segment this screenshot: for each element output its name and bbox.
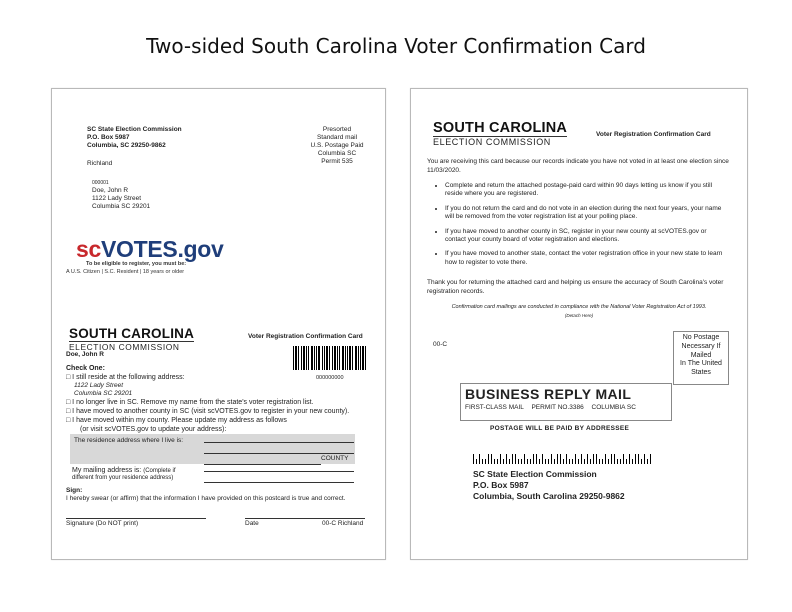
residence-line-2[interactable]	[204, 446, 354, 454]
card-code: 00-C Richland	[322, 520, 364, 527]
instruction-item: • If you do not return the card and do not vote in an election during the next four years, your name will be removed from the voter registration list at your polling place.	[445, 205, 727, 222]
postage-box-line: No Postage	[682, 334, 720, 341]
instruction-item: • If you have moved to another state, contact the voter registration office in your new state to learn how to register to vote there.	[445, 250, 727, 267]
postage-line: Columbia SC	[317, 150, 357, 157]
intro-text: You are receiving this card because our records indicate you have not voted in at least one election since 11/03/2020.	[427, 158, 729, 174]
mailing-note-2: different from your residence address)	[72, 475, 174, 481]
card-title: Voter Registration Confirmation Card	[248, 333, 363, 340]
return-address-line: P.O. Box 5987	[87, 134, 130, 141]
postage-line: U.S. Postage Paid	[310, 142, 364, 149]
recipient-name: Doe, John R	[92, 187, 129, 194]
postage-box-line: Necessary If	[681, 342, 721, 350]
residence-label: The residence address where I live is:	[74, 437, 184, 444]
mailing-line-2[interactable]	[204, 475, 354, 483]
option-no-longer-in-sc[interactable]: □ I no longer live in SC. Remove my name from the state's voter registration list.	[66, 399, 314, 406]
postcard-back	[410, 88, 748, 560]
page-title: Two-sided South Carolina Voter Confirmation Card	[146, 34, 646, 58]
scvotes-logo	[76, 236, 224, 263]
option4-note: (or visit scVOTES.gov to update your address):	[80, 426, 227, 433]
thanks-text: Thank you for returning the attached card and helping us ensure the accuracy of South Carolina's voter registration records.	[427, 279, 724, 295]
detach-label: (Detach Here)	[564, 313, 594, 318]
sign-label: Sign:	[66, 487, 83, 494]
postage-line: Presorted	[322, 126, 352, 133]
mailing-note: (Complete if	[143, 468, 176, 474]
eligibility-heading: To be eligible to register, you must be:	[86, 261, 187, 267]
barcode	[293, 346, 366, 370]
scvotes-sc: sc	[76, 236, 101, 262]
sc-election-commission-logo	[433, 120, 567, 147]
logo-line1: SOUTH CAROLINA	[433, 120, 568, 136]
barcode-number: 000000000	[316, 375, 344, 381]
reply-address-line: Columbia, South Carolina 29250-9862	[473, 491, 625, 501]
option-moved-county[interactable]: □ I have moved to another county in SC (visit scVOTES.gov to register in your new county).	[66, 408, 350, 415]
signature-line[interactable]	[66, 511, 206, 519]
reply-address-line: SC State Election Commission	[473, 469, 597, 479]
scvotes-votes: VOTES	[100, 236, 178, 262]
option-still-reside[interactable]: □ I still reside at the following address:	[66, 374, 185, 381]
scvotes-gov: .gov	[177, 236, 224, 262]
instruction-item: • If you have moved to another county in SC, register in your new county at scVOTES.gov or contact your county board of voter registration and elections.	[445, 228, 727, 245]
brm-permit: PERMIT NO.3386	[531, 404, 584, 411]
instruction-item: • Complete and return the attached postage-paid card within 90 days letting us know if you still reside where you are registered.	[445, 182, 727, 199]
compliance-text: Confirmation card mailings are conducted in compliance with the National Voter Registration Act of 1993.	[451, 304, 707, 310]
postage-indicia	[292, 126, 382, 166]
county-field-label: COUNTY	[321, 455, 349, 462]
logo-line2: ELECTION COMMISSION	[69, 341, 194, 352]
postage-box-line: States	[691, 369, 711, 377]
option-moved-within-county[interactable]: □ I have moved within my county. Please update my address as follows	[66, 417, 287, 424]
recipient-city: Columbia SC 29201	[92, 203, 151, 210]
swear-text: I hereby swear (or affirm) that the information I have provided on this postcard is true and correct.	[66, 495, 346, 502]
brm-details	[461, 404, 671, 411]
postage-box-line: Mailed	[690, 351, 712, 359]
logo-line2: ELECTION COMMISSION	[433, 136, 567, 147]
business-reply-box	[460, 383, 672, 421]
return-address-line: SC State Election Commission	[87, 126, 182, 133]
postnet-barcode	[473, 454, 651, 464]
logo-line1: SOUTH CAROLINA	[69, 326, 195, 341]
postage-line: Standard mail	[316, 134, 358, 141]
postage-box-line: In The United	[680, 360, 722, 368]
brm-city: COLUMBIA SC	[591, 404, 636, 411]
eligibility-items: A U.S. Citizen | S.C. Resident | 18 years or older	[66, 269, 185, 275]
postage-box	[673, 331, 729, 385]
option-list	[66, 373, 381, 434]
signature-label: Signature (Do NOT print)	[66, 520, 139, 527]
recipient-address	[92, 179, 150, 211]
instructions-list	[427, 182, 727, 273]
brm-title: BUSINESS REPLY MAIL	[465, 386, 632, 402]
reply-address	[473, 469, 625, 502]
mailing-label-text: My mailing address is:	[72, 467, 142, 474]
sc-election-commission-logo	[69, 326, 194, 352]
date-line[interactable]	[245, 511, 365, 519]
return-address-line: Columbia, SC 29250-9862	[87, 142, 166, 149]
card-code: 00-C	[433, 341, 448, 348]
mailing-line-1[interactable]	[204, 464, 354, 472]
reply-address-line: P.O. Box 5987	[473, 480, 529, 490]
recipient-id: 000001	[92, 180, 109, 186]
county-label: Richland	[87, 160, 113, 167]
brm-class: FIRST-CLASS MAIL	[465, 404, 524, 411]
card-title: Voter Registration Confirmation Card	[596, 131, 711, 138]
postage-line: Permit 535	[321, 158, 353, 165]
voter-name: Doe, John R	[66, 351, 104, 358]
check-one-label: Check One:	[66, 365, 105, 372]
residence-line-1[interactable]	[204, 435, 354, 443]
option1-address-line: 1122 Lady Street	[74, 382, 124, 389]
postage-paid-note: POSTAGE WILL BE PAID BY ADDRESSEE	[490, 425, 630, 432]
recipient-street: 1122 Lady Street	[92, 195, 142, 202]
return-address	[87, 126, 182, 150]
date-label: Date	[245, 520, 259, 527]
postcard-front	[51, 88, 386, 560]
option1-address-line: Columbia SC 29201	[74, 390, 133, 397]
